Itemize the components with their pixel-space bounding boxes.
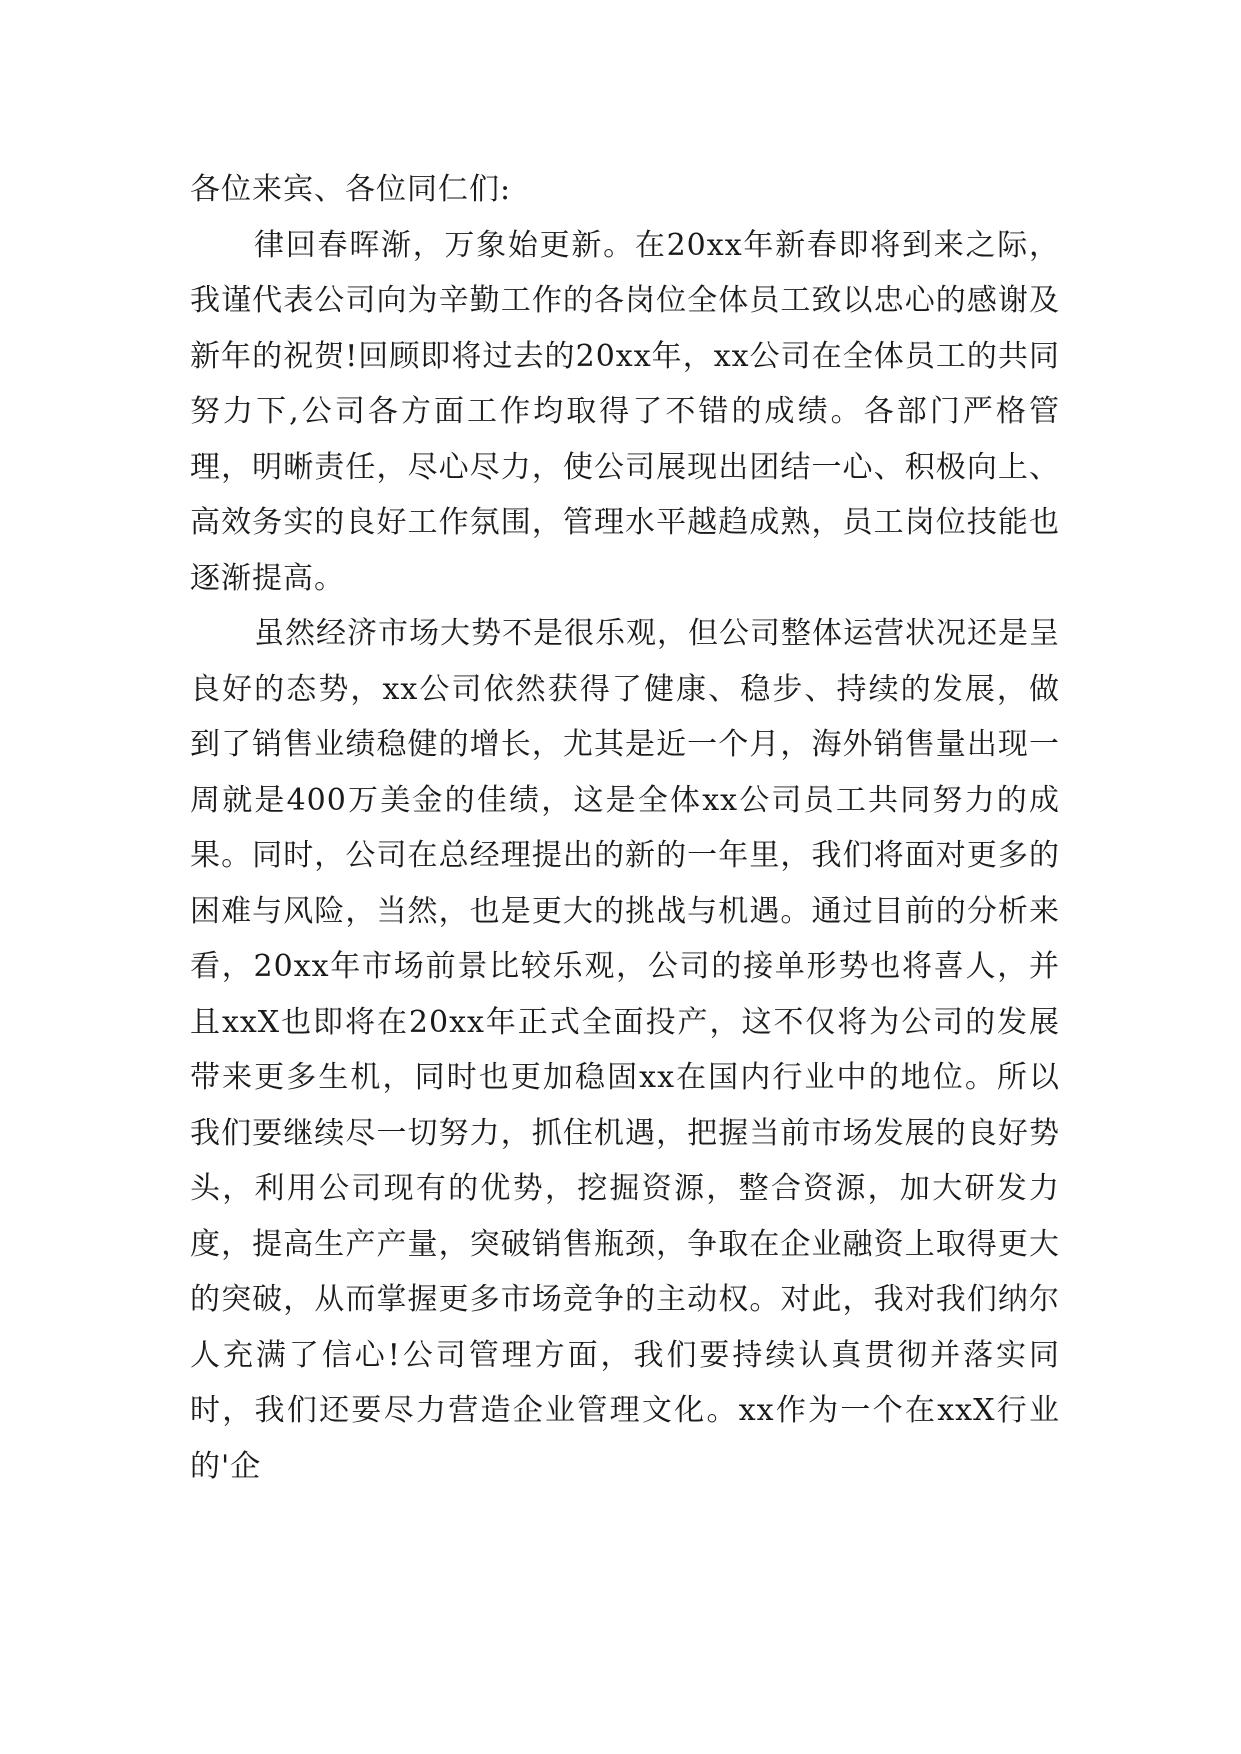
paragraph-2: 虽然经济市场大势不是很乐观，但公司整体运营状况还是呈良好的态势，xx公司依然获得了健康、稳步、持续的发展，做到了销售业绩稳健的增长，尤其是近一个月，海外销售量出现一周就是400万美金的佳绩，这是全体xx公司员工共同努力的成果。同时，公司在总经理提出的新的一年里，我们将面对更多的困难与风险，当然，也是更大的挑战与机遇。通过目前的分析来看，20xx年市场前景比较乐观，公司的接单形势也将喜人，并且xxX也即将在20xx年正式全面投产，这不仅将为公司的发展带来更多生机，同时也更加稳固xx在国内行业中的地位。所以我们要继续尽一切努力，抓住机遇，把握当前市场发展的良好势头，利用公司现有的优势，挖掘资源，整合资源，加大研发力度，提高生产产量，突破销售瓶颈，争取在企业融资上取得更大的突破，从而掌握更多市场竞争的主动权。对此，我对我们纳尔人充满了信心!公司管理方面，我们要持续认真贯彻并落实同时，我们还要尽力营造企业管理文化。xx作为一个在xxX行业的'企 [190,616,1060,1484]
greeting-line: 各位来宾、各位同仁们: [190,172,512,207]
document-body [190,162,1060,1494]
paragraph-1: 律回春晖渐，万象始更新。在20xx年新春即将到来之际，我谨代表公司向为辛勤工作的各岗位全体员工致以忠心的感谢及新年的祝贺!回顾即将过去的20xx年，xx公司在全体员工的共同努力下,公司各方面工作均取得了不错的成绩。各部门严格管理，明晰责任，尽心尽力，使公司展现出团结一心、积极向上、高效务实的良好工作氛围，管理水平越趋成熟，员工岗位技能也逐渐提高。 [190,227,1060,596]
